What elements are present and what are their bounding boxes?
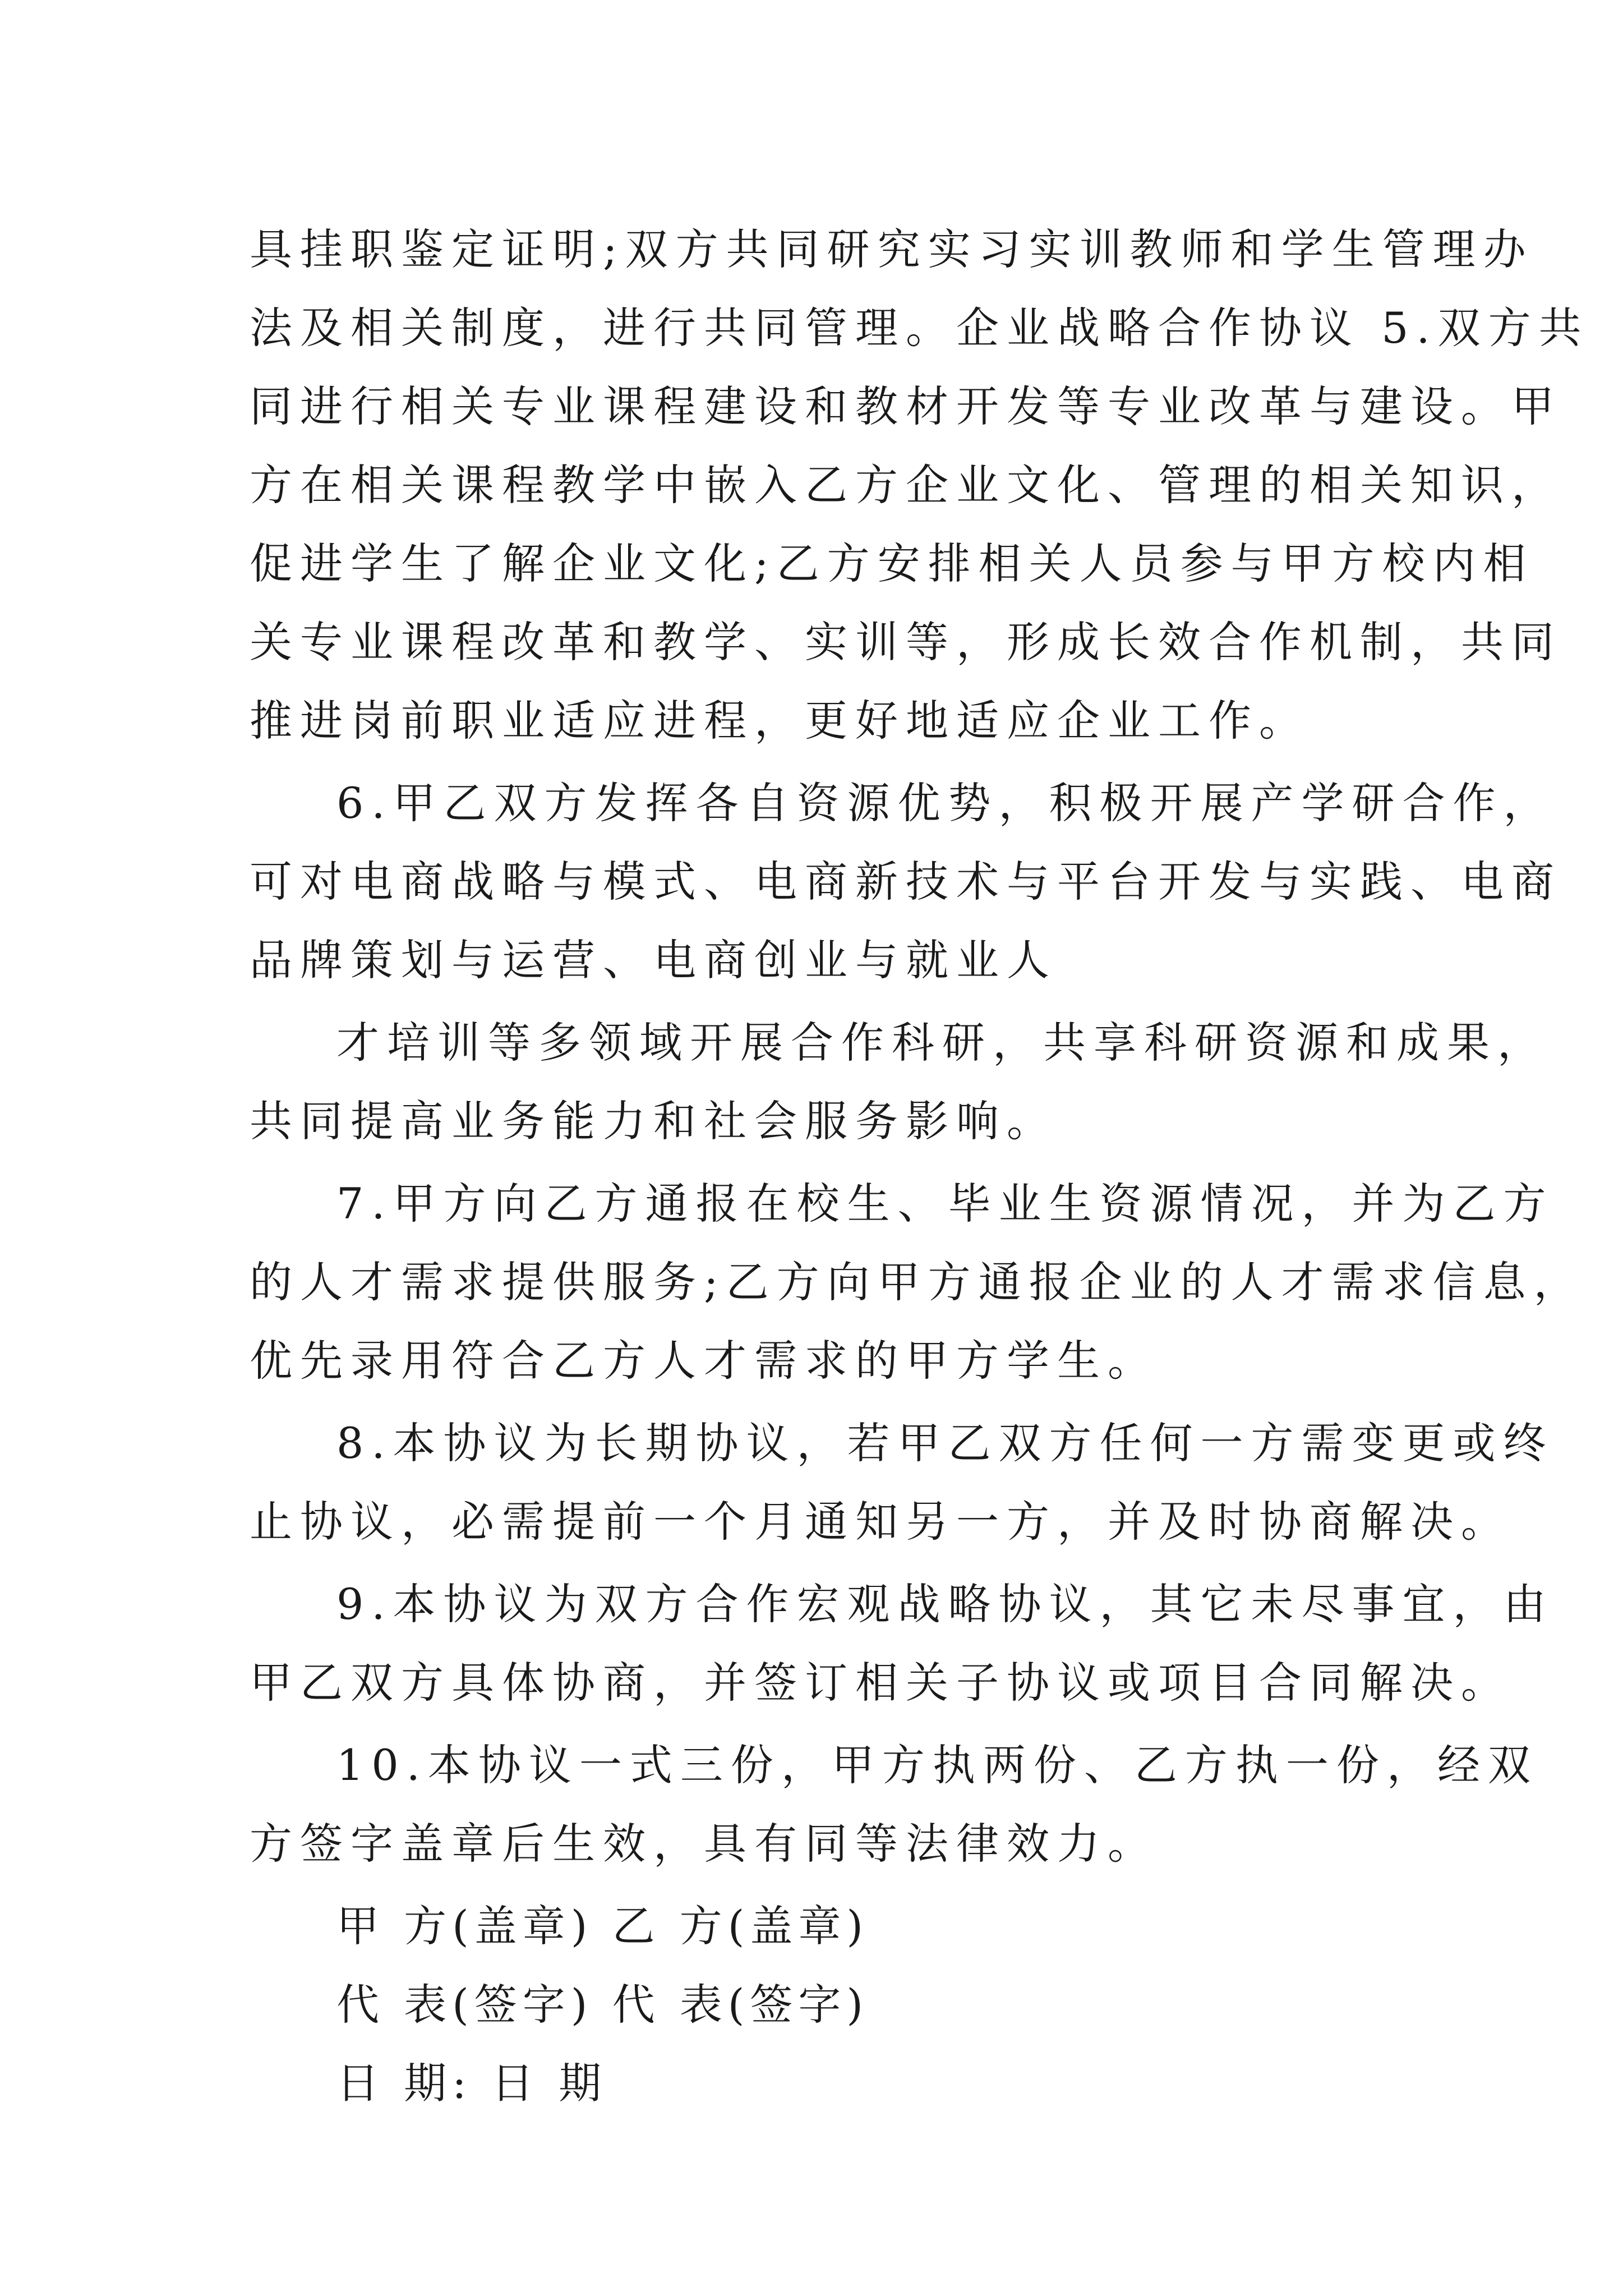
text-line: 推进岗前职业适应进程，更好地适应企业工作。 xyxy=(250,696,1310,746)
text-line: 具挂职鉴定证明;双方共同研究实习实训教师和学生管理办 xyxy=(250,224,1534,274)
text-line: 的人才需求提供服务;乙方向甲方通报企业的人才需求信息， xyxy=(250,1257,1584,1307)
signature-seal-line: 甲 方(盖章) 乙 方(盖章) xyxy=(336,1901,869,1951)
text-line: 同进行相关专业课程建设和教材开发等专业改革与建设。甲 xyxy=(250,381,1562,431)
clause-6-start: 6.甲乙双方发挥各自资源优势，积极开展产学研合作， xyxy=(336,778,1554,828)
text-line: 法及相关制度，进行共同管理。企业战略合作协议 5.双方共 xyxy=(250,303,1589,353)
clause-7-start: 7.甲方向乙方通报在校生、毕业生资源情况，并为乙方 xyxy=(336,1179,1554,1228)
text-line: 优先录用符合乙方人才需求的甲方学生。 xyxy=(250,1336,1158,1386)
text-line: 品牌策划与运营、电商创业与就业人 xyxy=(250,935,1057,985)
signature-date-line: 日 期: 日 期 xyxy=(336,2058,607,2108)
signature-rep-line: 代 表(签字) 代 表(签字) xyxy=(336,1980,869,2030)
text-line: 促进学生了解企业文化;乙方安排相关人员参与甲方校内相 xyxy=(250,539,1534,588)
text-line: 甲乙双方具体协商，并签订相关子协议或项目合同解决。 xyxy=(250,1658,1511,1708)
text-line: 共同提高业务能力和社会服务影响。 xyxy=(250,1096,1057,1146)
clause-8-start: 8.本协议为长期协议，若甲乙双方任何一方需变更或终 xyxy=(336,1418,1554,1468)
text-line: 止协议，必需提前一个月通知另一方，并及时协商解决。 xyxy=(250,1497,1511,1547)
text-line: 方签字盖章后生效，具有同等法律效力。 xyxy=(250,1819,1158,1869)
text-line: 才培训等多领域开展合作科研，共享科研资源和成果， xyxy=(336,1018,1548,1068)
text-line: 可对电商战略与模式、电商新技术与平台开发与实践、电商 xyxy=(250,857,1562,907)
clause-9-start: 9.本协议为双方合作宏观战略协议，其它未尽事宜，由 xyxy=(336,1579,1554,1629)
clause-10-start: 10.本协议一式三份，甲方执两份、乙方执一份，经双 xyxy=(336,1740,1538,1790)
text-line: 关专业课程改革和教学、实训等，形成长效合作机制，共同 xyxy=(250,617,1562,667)
text-line: 方在相关课程教学中嵌入乙方企业文化、管理的相关知识， xyxy=(250,460,1562,510)
